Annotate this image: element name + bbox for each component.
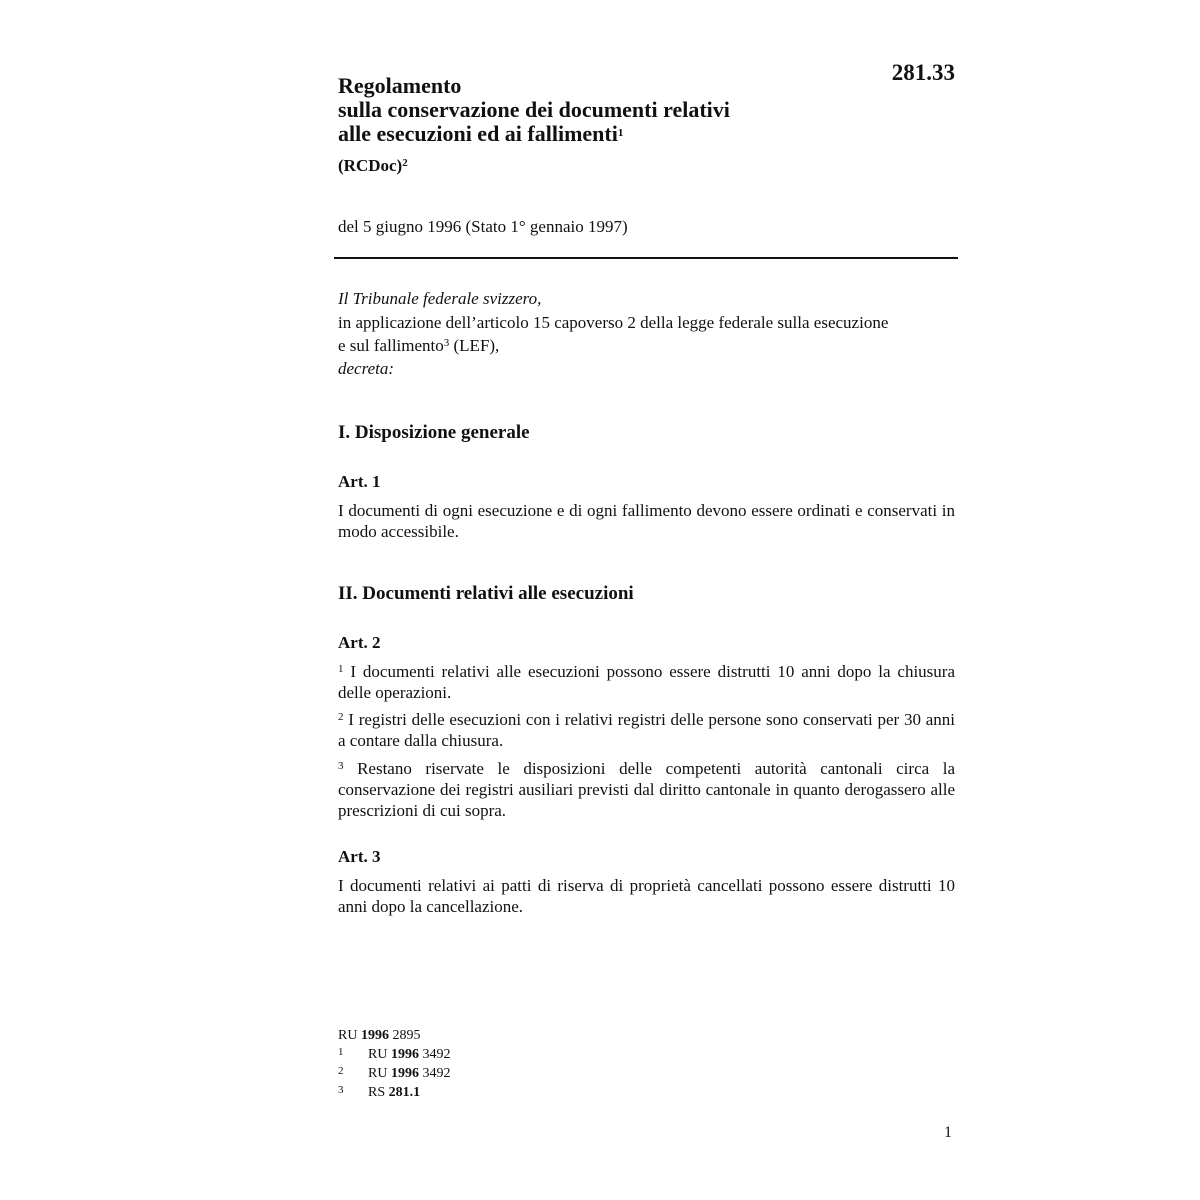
footnote-ref[interactable]: 1: [617, 127, 624, 139]
preamble-authority: Il Tribunale federale svizzero,: [338, 289, 542, 308]
footnote-number: 2: [338, 1065, 344, 1077]
paragraph-text: I documenti relativi alle esecuzioni possono essere distrutti 10 anni dopo la chiusura delle operazioni.: [338, 662, 955, 702]
basis-line: in applicazione dell’articolo 15 capoverso 2 della legge federale sulla esecuzione: [338, 313, 889, 332]
article-paragraph: [338, 758, 955, 821]
source-reference: [338, 1027, 955, 1044]
ref-part: RU: [338, 1028, 361, 1043]
ref-part: RU: [368, 1047, 391, 1062]
title-line: sulla conservazione dei documenti relativi: [338, 97, 730, 122]
ref-part: RU: [368, 1066, 391, 1081]
ref-part: 2895: [388, 1028, 421, 1043]
article-paragraph: [338, 709, 955, 751]
basis-line: (LEF),: [449, 336, 500, 355]
footnote-number: 1: [338, 1046, 344, 1058]
ref-year: 1996: [390, 1047, 419, 1062]
document-number: 281.33: [891, 60, 955, 85]
document-title: [338, 74, 955, 146]
section-heading: I. Disposizione generale: [338, 422, 530, 443]
preamble-basis: [338, 311, 955, 357]
paragraph-text: Restano riservate le disposizioni delle competenti autorità cantonali circa la conservazione dei registri ausiliari previsti dal diritto cantonale in quanto derogassero alle prescrizioni di cui sopra.: [338, 759, 955, 820]
ref-part: 3492: [418, 1047, 451, 1062]
article-label: Art. 1: [338, 472, 381, 491]
title-line: [338, 122, 955, 146]
page-number: 1: [944, 1124, 952, 1141]
footnote: [338, 1063, 955, 1082]
ref-part: 3492: [418, 1066, 451, 1081]
paragraph-text: I registri delle esecuzioni con i relativi registri delle persone sono conservati per 30 anni a contare dalla chiusura.: [338, 710, 955, 750]
paragraph-number: 2: [338, 711, 344, 723]
document-date: del 5 giugno 1996 (Stato 1° gennaio 1997): [338, 217, 628, 236]
footnote: [338, 1044, 955, 1063]
footnote-ref[interactable]: 3: [443, 337, 450, 349]
section-heading: II. Documenti relativi alle esecuzioni: [338, 583, 634, 604]
article-text: I documenti di ogni esecuzione e di ogni fallimento devono essere ordinati e conservati in modo accessibile.: [338, 501, 955, 541]
ref-part: RS: [368, 1085, 389, 1100]
footnote: [338, 1082, 955, 1101]
title-line: Regolamento: [338, 73, 462, 98]
ref-year: 1996: [360, 1028, 389, 1043]
basis-line: e sul fallimento: [338, 336, 444, 355]
abbreviation-text: (RCDoc): [338, 156, 403, 175]
paragraph-number: 3: [338, 760, 344, 772]
ref-year: 1996: [390, 1066, 419, 1081]
divider: [334, 257, 958, 259]
article-text: I documenti relativi ai patti di riserva di proprietà cancellati possono essere distrutti 10 anni dopo la cancellazione.: [338, 876, 955, 916]
article-label: Art. 2: [338, 633, 381, 652]
paragraph-number: 1: [338, 663, 344, 675]
footnote-number: 3: [338, 1084, 344, 1096]
abbreviation: [338, 156, 955, 176]
title-line-text: alle esecuzioni ed ai fallimenti: [338, 121, 618, 146]
article-paragraph: [338, 661, 955, 703]
preamble: [338, 287, 955, 380]
footnote-ref[interactable]: 2: [402, 157, 408, 169]
footnotes: [338, 1027, 955, 1101]
article-label: Art. 3: [338, 847, 381, 866]
ref-year: 281.1: [388, 1085, 421, 1100]
preamble-decree: decreta:: [338, 359, 395, 378]
